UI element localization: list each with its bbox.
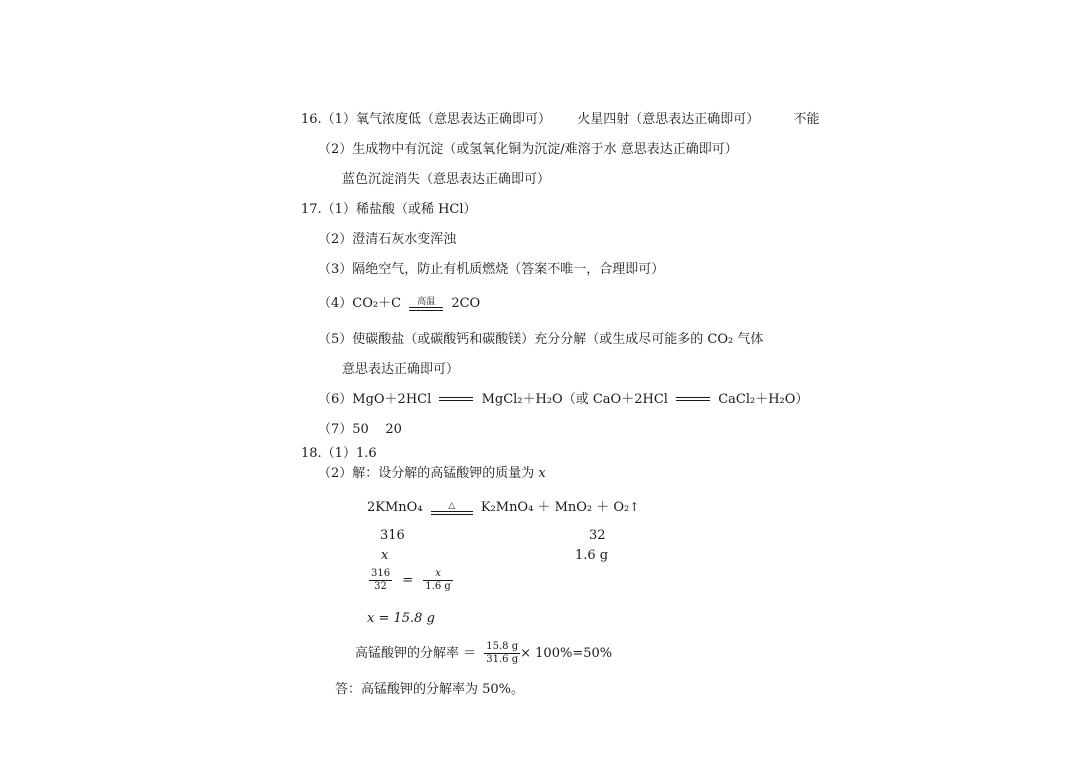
fraction-numerator: 316 bbox=[371, 568, 391, 579]
q17-part3: （3）隔绝空气，防止有机质燃烧（答案不唯一，合理即可） bbox=[318, 262, 665, 277]
variable-x: x bbox=[538, 466, 546, 481]
double-bar-equals-sign bbox=[676, 397, 710, 401]
decomposition-rate-calculation bbox=[355, 638, 612, 670]
q16-part2: （2）生成物中有沉淀（或氢氧化铜为沉淀/难溶于水 意思表达正确即可） bbox=[318, 142, 738, 157]
rate-label: 高锰酸钾的分解率 ＝ bbox=[355, 646, 477, 661]
reactant-kmno4: 2KMnO₄ bbox=[367, 500, 423, 515]
q17-eq6-alt-products: CaCl₂＋H₂O） bbox=[718, 392, 809, 407]
q18-part2-setup bbox=[318, 466, 546, 482]
fraction-denominator: 1.6 g bbox=[425, 581, 451, 592]
q17-eq6-reactants: （6）MgO＋2HCl bbox=[318, 392, 432, 407]
q16-part1-answer-b: 火星四射（意思表达正确即可） bbox=[577, 112, 760, 127]
double-bar-equals-sign bbox=[439, 397, 473, 401]
q17-eq-reactants: （4）CO₂＋C bbox=[318, 296, 402, 311]
final-answer: 答：高锰酸钾的分解率为 50%。 bbox=[335, 682, 525, 697]
fraction-denominator: 31.6 g bbox=[486, 654, 519, 665]
molar-mass-o2: 32 bbox=[589, 528, 606, 543]
q17-part1: 17.（1）稀盐酸（或稀 HCl） bbox=[301, 202, 477, 217]
q16-part2-continued: 蓝色沉淀消失（意思表达正确即可） bbox=[342, 172, 551, 187]
fraction-numerator: x bbox=[423, 568, 452, 581]
q16-part1-answer-a: 16.（1）氧气浓度低（意思表达正确即可） bbox=[301, 112, 551, 127]
q16-part1-answer-c: 不能 bbox=[793, 112, 820, 127]
equals-sign: = bbox=[402, 572, 414, 588]
fraction-denominator: 32 bbox=[374, 581, 387, 592]
rate-fraction bbox=[484, 641, 520, 666]
q18-part1: 18.（1）1.6 bbox=[301, 446, 377, 461]
fraction-316-over-32 bbox=[369, 568, 392, 593]
q16-line1 bbox=[301, 112, 820, 128]
unknown-mass-x: x bbox=[381, 548, 389, 563]
double-bar-equals-sign bbox=[409, 297, 443, 311]
q18-decomposition-equation bbox=[367, 494, 640, 521]
high-temperature-condition: 高温 bbox=[417, 296, 436, 307]
result-x: x = 15.8 g bbox=[367, 611, 435, 626]
q17-part2: （2）澄清石灰水变浑浊 bbox=[318, 232, 457, 247]
q17-part5-continued: 意思表达正确即可） bbox=[342, 362, 460, 377]
q17-eq-products: 2CO bbox=[451, 296, 481, 311]
double-bar-equals-sign bbox=[431, 501, 473, 515]
molar-mass-kmno4: 316 bbox=[380, 528, 405, 543]
products: K₂MnO₄ ＋ MnO₂ ＋ O₂ bbox=[480, 500, 630, 515]
q17-eq6-products: MgCl₂＋H₂O（或 CaO＋2HCl bbox=[481, 392, 668, 407]
oxygen-mass: 1.6 g bbox=[575, 548, 609, 563]
rate-result: × 100%=50% bbox=[520, 646, 613, 661]
q17-part5: （5）使碳酸盐（或碳酸钙和碳酸镁）充分分解（或生成尽可能多的 CO₂ 气体 bbox=[318, 332, 764, 347]
q17-part7: （7）50 20 bbox=[318, 422, 402, 437]
gas-up-arrow-icon: ↑ bbox=[629, 500, 640, 514]
fraction-numerator: 15.8 g bbox=[486, 641, 519, 652]
q17-part4-equation bbox=[318, 292, 480, 316]
heating-triangle-icon: △ bbox=[448, 500, 456, 511]
proportion-equation bbox=[369, 568, 453, 593]
q17-part6-equation bbox=[318, 392, 808, 408]
fraction-x-over-mass bbox=[423, 568, 452, 593]
q18-setup-text: （2）解：设分解的高锰酸钾的质量为 bbox=[318, 466, 539, 481]
